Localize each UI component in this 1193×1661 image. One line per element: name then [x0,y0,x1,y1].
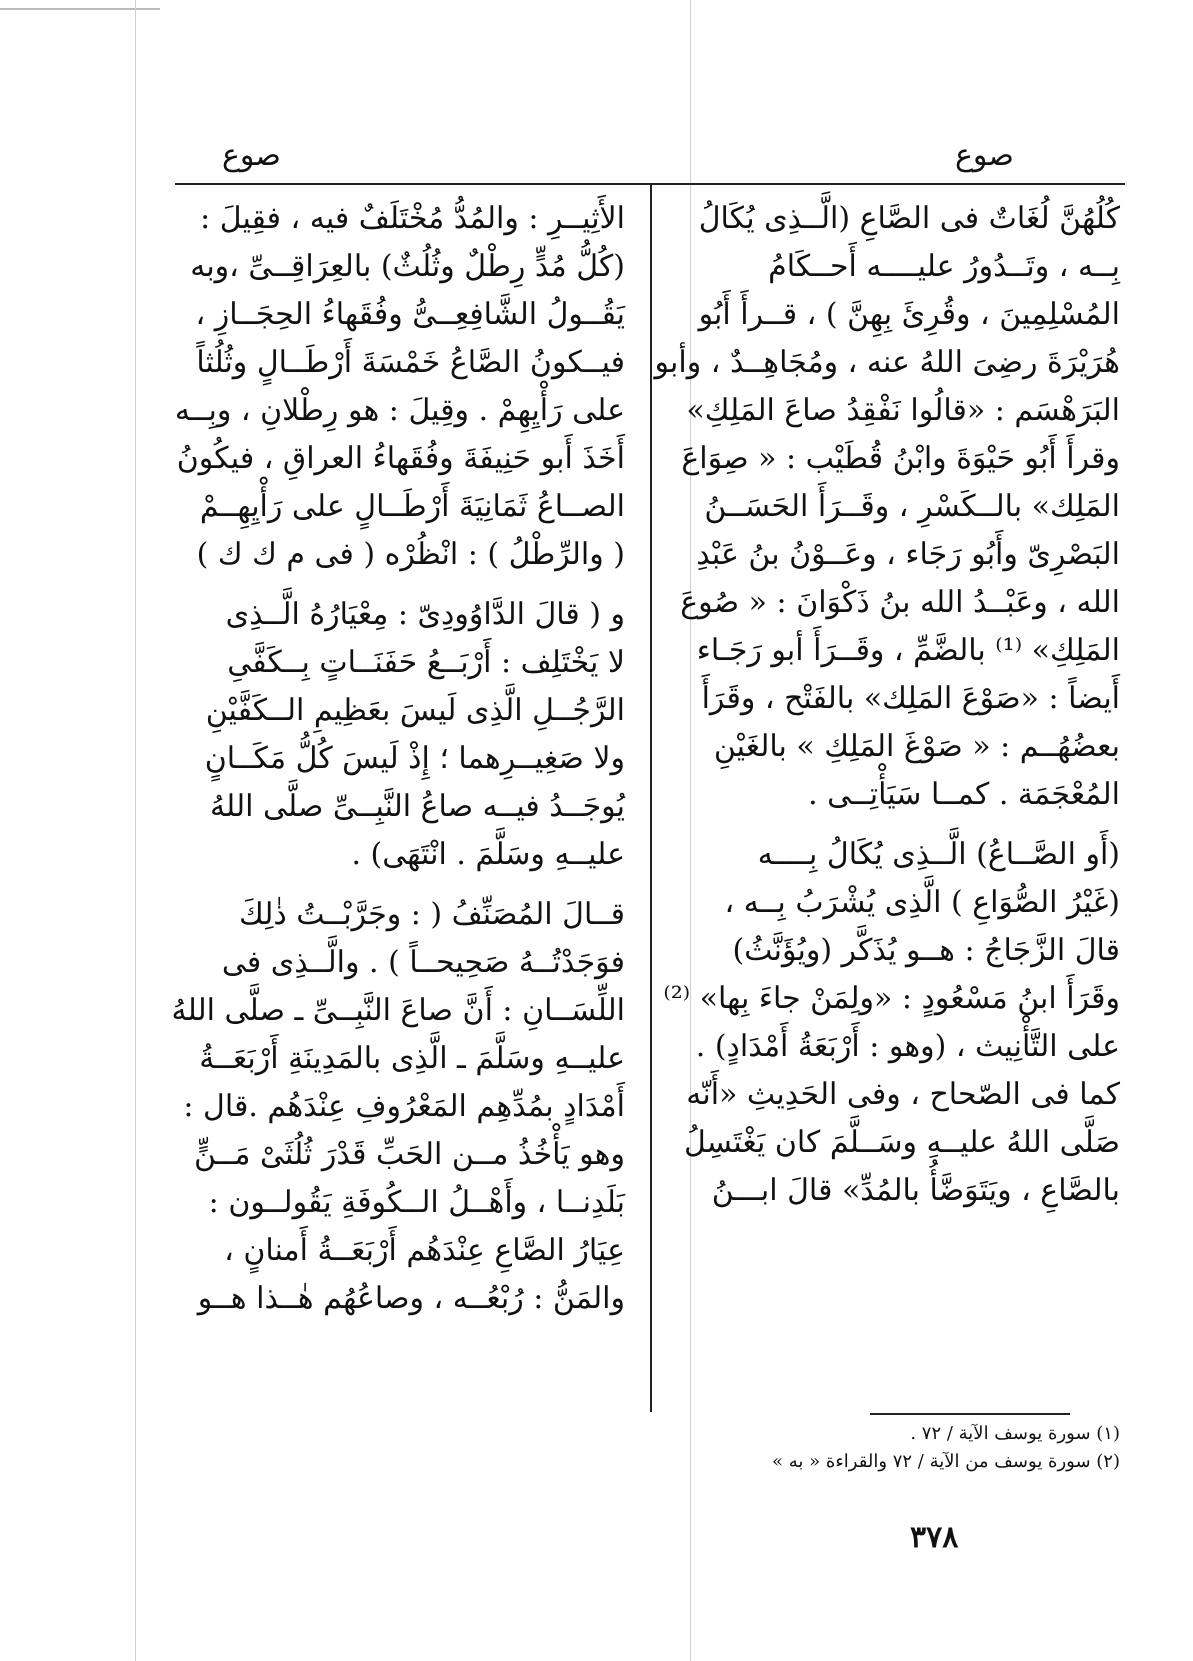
text-line: عِيَارُ الصَّاعِ عِنْدَهُم أَرْبَعَــةُ أَمنانٍ ، [224,1233,625,1268]
text-line: المُعْجَمَة . كمــا سَيَأْتِــى . [808,777,1120,812]
text-line: اللِّسَــانِ : أَنَّ صاعَ النَّبِــىِّ ـ صلَّى اللهُ [171,993,625,1028]
text-line: بالصَّاعِ ، ويَتَوَضَّأُ بالمُدِّ» قالَ ابـــنُ [711,1173,1120,1208]
text-line: على رَأْيِهِمْ . وقِيلَ : هو رِطْلانِ ، وبِــه [174,393,625,428]
scan-margin-line [135,0,136,1661]
text-line: بعضُهُــم : « صَوْغَ المَلِكِ » بالغَيْنِ [713,729,1120,764]
text-line: ولا صَغِيــرِهما ؛ إِذْ لَيسَ كُلُّ مَكَــانٍ [204,741,625,776]
text-line: المَلِكِ» ⁽¹⁾ بالضَّمِّ ، وقَــرَأَ أبو رَجَـاء [696,633,1120,668]
text-line: أَمْدَادٍ بمُدِّهِم المَعْرُوفِ عِنْدَهُم .قال : [183,1089,625,1124]
text-line: صَلَّى اللهُ عليــهِ وسَــلَّمَ كان يَغْتَسِلُ [683,1125,1120,1160]
text-line: فيــكونُ الصَّاعُ خَمْسَةَ أَرْطَــالٍ وثُلُثاً [196,345,625,380]
footnotes [690,1420,1120,1476]
text-line: وهو يَأْخُذُ مــن الحَبِّ قَدْرَ ثُلُثَىْ مَــنٍّ [194,1137,625,1172]
text-line: (غَيْرُ الصُّوَاعِ ) الَّذِى يُشْرَبُ بِــه ، [724,885,1120,920]
text-line: على التَّأْنِيث ، (وهو : أَرْبَعَةُ أَمْدَادٍ) . [695,1029,1120,1064]
text-line: فوَجَدْتُــهُ صَحِيحــاً ) . والَّــذِى فى [221,945,625,980]
text-line: ( والرِّطْلُ ) : انْظُرْه ( فى م ك ك ) [196,537,625,572]
text-line: (كُلُّ مُدٍّ رِطْلٌ وثُلُثٌ) بالعِرَاقِــىِّ ،وبه [190,249,625,284]
text-line: عليــهِ وسَلَّمَ . انْتَهَى) . [351,837,625,872]
text-line: الصــاعُ ثَمَانِيَةَ أَرْطَــالٍ على رَأْيِهِــمْ [199,489,625,524]
left-column [170,195,625,1323]
text-line: أَخَذَ أَبو حَنِيفَةَ وفُقَهاءُ العراقِ ، فيكُونُ [176,441,625,476]
text-line: والمَنُّ : رُبْعُــه ، وصاعُهُم هٰــذا هــو [197,1281,625,1316]
right-column [654,195,1120,1215]
text-line: هُرَيْرَةَ رضِىَ اللهُ عنه ، ومُجَاهِــدٌ ، وأبو [654,345,1120,380]
text-line: وقَرَأَ ابنُ مَسْعُودٍ : «ولِمَنْ جاءَ بِها» ⁽²⁾ [663,981,1120,1016]
text-line: المَلِك» بالــكَسْرِ ، وقَــرَأَ الحَسَــنُ [704,489,1120,524]
text-line: لا يَخْتَلِف : أَرْبَــعُ حَفَنَــاتٍ بِــكَفَّىِ [227,645,625,680]
page-number: ٣٧٨ [910,1520,959,1555]
scan-edge-mark [0,8,160,10]
text-line: الله ، وعَبْــدُ الله بنُ ذَكْوَانَ : « صُوعَ [680,585,1120,620]
text-line: و ( قالَ الدَّاوُودِىّ : مِعْيَارُهُ الَّــذِى [225,597,625,632]
text-line: البَصْرِىّ وأَبُو رَجَاء ، وعَــوْنُ بنُ عَبْدِ [696,537,1120,572]
text-line: المُسْلِمِينَ ، وقُرِئَ بِهِنَّ ) ، قــرأَ أَبُو [698,297,1120,332]
text-line: بِــه ، وتَــدُورُ عليــــه أَحــكَامُ [768,249,1120,284]
text-line: الرَّجُــلِ الَّذِى لَيسَ بعَظِيمِ الــكَفَّيْنِ [205,693,625,728]
text-line: بَلَدِنــا ، وأَهْــلُ الــكُوفَةِ يَقُولــون : [208,1185,625,1220]
footnote: (١) سورة يوسف الآية / ٧٢ . [910,1423,1120,1444]
footnote: (٢) سورة يوسف من الآية / ٧٢ والقراءة « به » [772,1451,1120,1472]
text-line: قــالَ المُصَنِّفُ ( : وجَرَّبْــتُ ذٰلِكَ [238,897,625,932]
column-divider [650,185,652,1412]
text-line: يُوجَــدُ فيــه صاعُ النَّبِــىِّ صلَّى اللهُ [209,789,625,824]
text-line: كما فى الصّحاح ، وفى الحَدِيثِ «أَنّه [686,1077,1120,1112]
text-line: البَرَهْسَم : «قالُوا نَفْقِدُ صاعَ المَلِكِ» [686,393,1120,428]
text-line: وقرأَ أَبُو حَيْوَةَ وابْنُ قُطَيْب : « صِوَاعَ [681,441,1120,476]
text-line: عليــهِ وسَلَّمَ ـ الَّذِى بالمَدِينَةِ أَرْبَعَــةُ [199,1041,625,1076]
text-line: (أَو الصَّــاعُ) الَّــذِى يُكَالُ بِــــه [757,837,1120,872]
header-word-left: صوع [222,138,281,173]
footnote-rule [870,1413,1070,1415]
text-line: يَقُــولُ الشَّافِعِــىُّ وفُقَهاءُ الحِجَــازِ ، [195,297,625,332]
text-line: قالَ الزَّجَاجُ : هــو يُذَكَّر (ويُؤَنَّثُ) [732,933,1120,968]
text-line: أَيضاً : «صَوْعَ المَلِك» بالفَتْح ، وقَرَأَ [701,681,1120,716]
header-word-right: صوع [955,138,1014,173]
text-line: الأَثِيــرِ : والمُدُّ مُخْتَلَفٌ فيه ، فقِيلَ : [200,201,625,236]
text-line: كُلُهُنَّ لُغَاتٌ فى الصَّاعِ (الَّــذِى يُكَالُ [698,201,1120,236]
